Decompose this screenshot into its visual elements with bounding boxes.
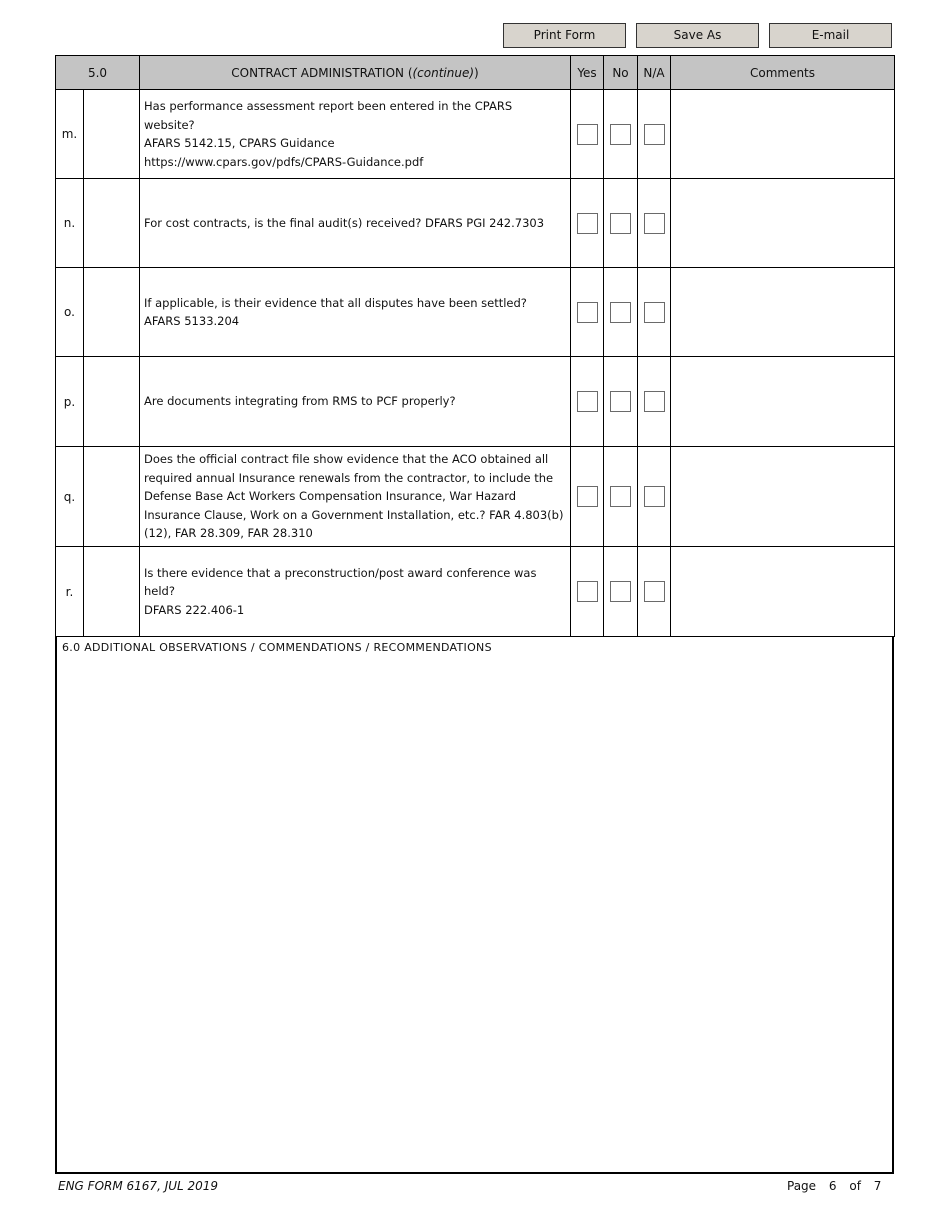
row-reference-cell[interactable] [84,447,140,547]
comments-cell [671,357,895,447]
comments-cell [671,447,895,547]
question-line: Defense Base Act Workers Compensation Insurance, War Hazard [144,489,517,504]
checklist-table [55,55,895,637]
no-checkbox[interactable] [610,486,631,507]
question-text [140,447,571,547]
question-line: required annual Insurance renewals from the contractor, to include the [144,470,554,485]
additional-observations-box [55,637,894,1174]
yes-checkbox[interactable] [577,124,598,145]
row-reference-cell[interactable] [84,179,140,268]
additional-observations-title: 6.0 ADDITIONAL OBSERVATIONS / COMMENDATIONS / RECOMMENDATIONS [62,641,492,654]
yes-cell [571,447,604,547]
row-reference-cell[interactable] [84,90,140,179]
page-label: Page [787,1179,817,1193]
table-row [56,357,895,447]
row-reference-cell[interactable] [84,268,140,357]
form-identifier: ENG FORM 6167, JUL 2019 [58,1179,219,1193]
table-header-row [56,56,895,90]
no-cell [604,547,638,637]
question-text [140,547,571,637]
col-no-header: No [604,56,638,90]
question-line: AFARS 5142.15, CPARS Guidance [144,136,335,150]
section-title-text: CONTRACT ADMINISTRATION [231,65,404,80]
row-letter: r. [56,547,84,637]
yes-checkbox[interactable] [577,213,598,234]
table-row [56,547,895,637]
na-cell [638,547,671,637]
section-title: CONTRACT ADMINISTRATION ((continue)) [140,56,571,90]
question-text [140,357,571,447]
comments-cell [671,179,895,268]
question-line: https://www.cpars.gov/pdfs/CPARS-Guidance.pdf [144,154,424,169]
na-cell [638,268,671,357]
page-total: 7 [873,1179,882,1193]
question-line: Does the official contract file show evidence that the ACO obtained all [144,452,549,467]
na-cell [638,90,671,179]
no-cell [604,90,638,179]
row-letter: n. [56,179,84,268]
na-checkbox[interactable] [644,302,665,323]
comments-cell [671,90,895,179]
comments-cell [671,547,895,637]
yes-cell [571,90,604,179]
email-button[interactable]: E-mail [769,23,892,48]
question-line: Insurance Clause, Work on a Government Installation, etc.? FAR 4.803(b) [144,507,564,522]
yes-checkbox[interactable] [577,581,598,602]
na-cell [638,179,671,268]
question-text [140,90,571,179]
col-na-header: N/A [638,56,671,90]
question-line: AFARS 5133.204 [144,314,240,328]
page-number: 6 [828,1179,837,1193]
col-yes-header: Yes [571,56,604,90]
yes-checkbox[interactable] [577,391,598,412]
of-label: of [849,1179,861,1193]
col-comments-header: Comments [671,56,895,90]
print-form-button[interactable]: Print Form [503,23,626,48]
no-cell [604,268,638,357]
question-line: Has performance assessment report been entered in the CPARS website? [144,99,513,132]
question-line: DFARS 222.406-1 [144,602,245,617]
no-cell [604,357,638,447]
yes-cell [571,268,604,357]
question-line: If applicable, is their evidence that all disputes have been settled? [144,295,527,310]
additional-observations-field[interactable] [60,659,889,1169]
save-as-button[interactable]: Save As [636,23,759,48]
question-text [140,268,571,357]
yes-checkbox[interactable] [577,486,598,507]
yes-cell [571,357,604,447]
yes-cell [571,179,604,268]
no-checkbox[interactable] [610,213,631,234]
row-letter: q. [56,447,84,547]
na-checkbox[interactable] [644,213,665,234]
table-row [56,179,895,268]
na-cell [638,447,671,547]
yes-cell [571,547,604,637]
page-indicator [787,1179,890,1193]
no-checkbox[interactable] [610,302,631,323]
question-line: For cost contracts, is the final audit(s) received? DFARS PGI 242.7303 [144,215,545,230]
row-letter: p. [56,357,84,447]
row-reference-cell[interactable] [84,357,140,447]
table-row [56,90,895,179]
na-cell [638,357,671,447]
na-checkbox[interactable] [644,486,665,507]
no-checkbox[interactable] [610,581,631,602]
section-number: 5.0 [56,56,140,90]
question-line: Is there evidence that a preconstruction/post award conference was held? [144,565,537,599]
table-row [56,447,895,547]
row-reference-cell[interactable] [84,547,140,637]
no-cell [604,447,638,547]
question-line: Are documents integrating from RMS to PCF properly? [144,394,456,409]
question-line: (12), FAR 28.309, FAR 28.310 [144,526,313,541]
yes-checkbox[interactable] [577,302,598,323]
section-title-suffix: (continue) [412,65,475,80]
row-letter: m. [56,90,84,179]
question-text [140,179,571,268]
comments-cell [671,268,895,357]
no-checkbox[interactable] [610,391,631,412]
row-letter: o. [56,268,84,357]
table-row [56,268,895,357]
no-cell [604,179,638,268]
na-checkbox[interactable] [644,581,665,602]
na-checkbox[interactable] [644,124,665,145]
no-checkbox[interactable] [610,124,631,145]
na-checkbox[interactable] [644,391,665,412]
